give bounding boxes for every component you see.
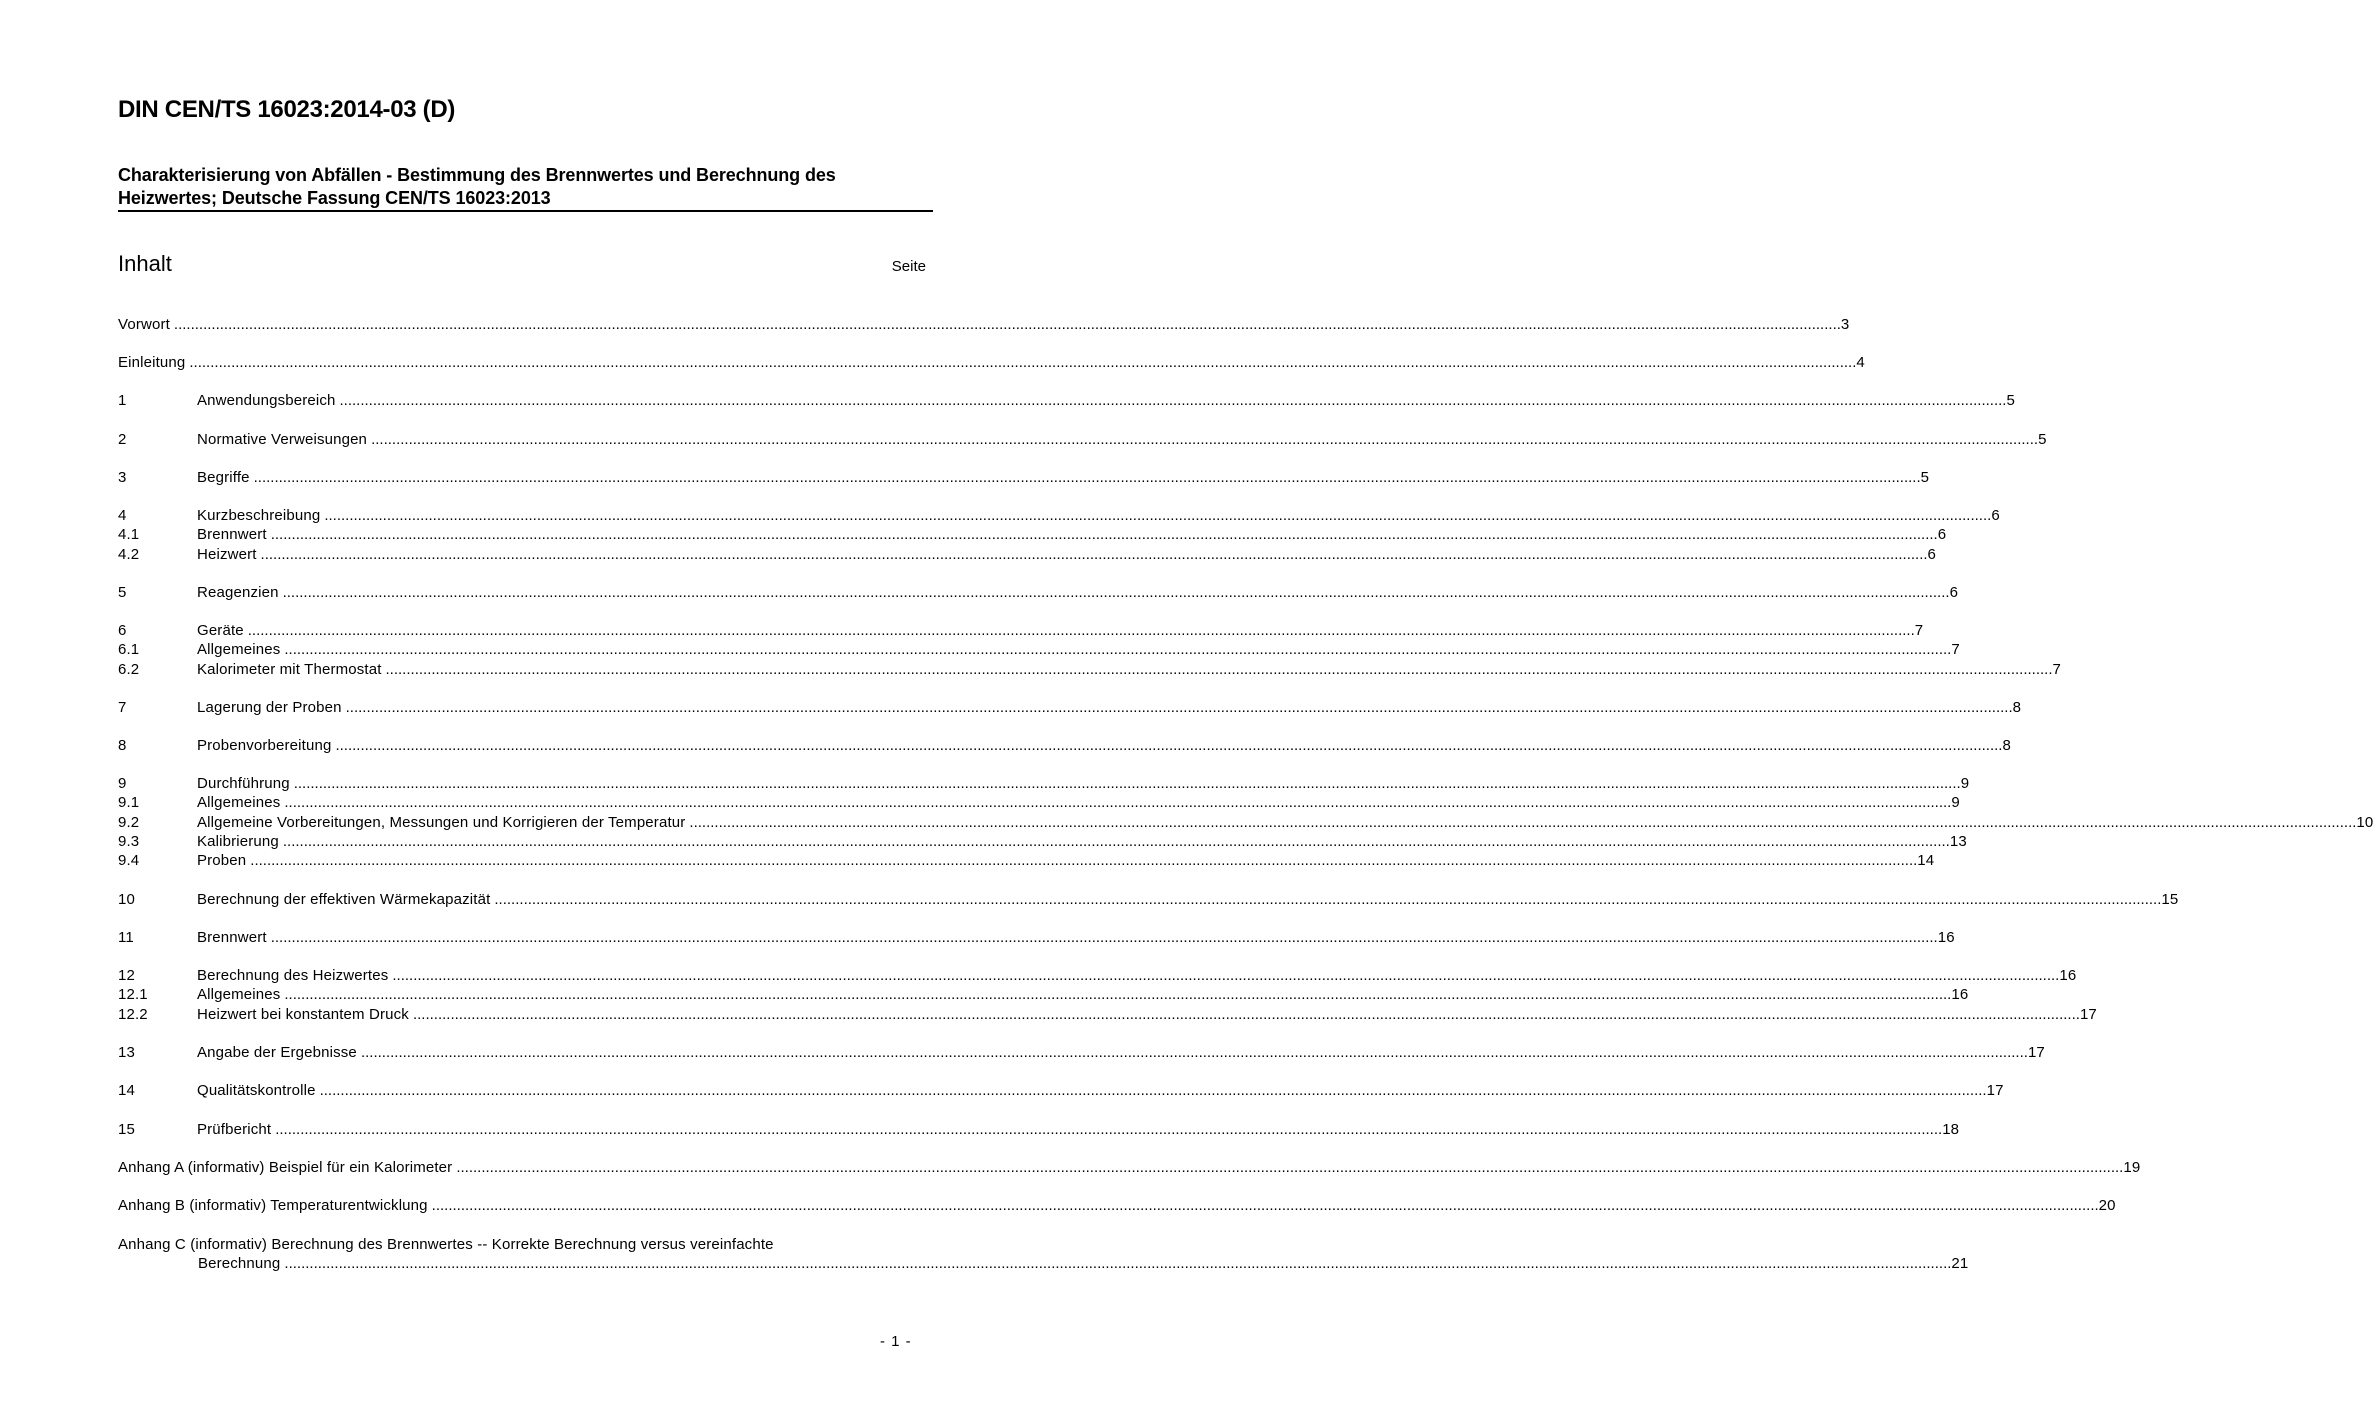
toc-entry[interactable]	[118, 794, 1960, 814]
toc-entry-page: 17	[2079, 1006, 2097, 1023]
toc-entry-label: Anwendungsbereich	[197, 392, 336, 409]
toc-entry[interactable]	[118, 967, 2077, 987]
toc-leader-dots: ................................................................................................................................................................................................................................................................................................................................................................................................................	[250, 852, 1918, 869]
toc-entry[interactable]	[118, 392, 2015, 412]
toc-leader-dots: ................................................................................................................................................................................................................................................................................................................................................................................................................	[431, 1197, 2099, 1214]
toc-entry-number: 5	[118, 584, 127, 601]
toc-entry[interactable]	[118, 584, 1959, 604]
toc-entry-page: 10	[2356, 814, 2373, 831]
toc-entry-page: 7	[1951, 641, 1960, 658]
toc-entry-label: Angabe der Ergebnisse	[197, 1044, 357, 1061]
toc-entry-number: 9.2	[118, 814, 140, 831]
toc-entry-number: 6	[118, 622, 127, 639]
toc-entry[interactable]	[118, 737, 2011, 757]
toc-entry[interactable]	[118, 526, 1947, 546]
toc-leader-dots: ................................................................................................................................................................................................................................................................................................................................................................................................................	[456, 1159, 2124, 1176]
toc-entry[interactable]	[118, 1082, 2004, 1102]
toc-leader-dots: ................................................................................................................................................................................................................................................................................................................................................................................................................	[284, 1255, 1952, 1272]
toc-entry[interactable]	[118, 507, 2000, 527]
toc-entry-label: Berechnung	[198, 1255, 281, 1272]
toc-leader-dots: ................................................................................................................................................................................................................................................................................................................................................................................................................	[371, 431, 2039, 448]
toc-leader-dots: ................................................................................................................................................................................................................................................................................................................................................................................................................	[324, 507, 1992, 524]
toc-entry-label: Anhang B (informativ) Temperaturentwicklung	[118, 1197, 428, 1214]
toc-entry-page: 5	[2038, 431, 2047, 448]
toc-entry-page: 18	[1942, 1121, 1960, 1138]
toc-entry[interactable]	[118, 814, 2373, 834]
toc-entry-label: Brennwert	[197, 526, 267, 543]
toc-entry-page: 16	[1937, 929, 1955, 946]
toc-leader-dots: ................................................................................................................................................................................................................................................................................................................................................................................................................	[385, 661, 2053, 678]
toc-entry-label: Anhang A (informativ) Beispiel für ein Kalorimeter	[118, 1159, 453, 1176]
toc-entry[interactable]	[118, 929, 1955, 949]
toc-entry[interactable]	[118, 316, 1850, 336]
toc-entry-page: 17	[1986, 1082, 2004, 1099]
toc-entry[interactable]	[118, 622, 1924, 642]
toc-leader-dots: ................................................................................................................................................................................................................................................................................................................................................................................................................	[284, 986, 1952, 1003]
toc-entry-page: 14	[1917, 852, 1935, 869]
toc-leader-dots: ................................................................................................................................................................................................................................................................................................................................................................................................................	[282, 833, 1950, 850]
toc-entry[interactable]	[118, 986, 1969, 1006]
page-number: - 1 -	[880, 1333, 912, 1350]
toc-entry-number: 4	[118, 507, 127, 524]
toc-entry-number: 4.2	[118, 546, 140, 563]
toc-entry[interactable]	[118, 1197, 2116, 1217]
toc-entry-page: 6	[1949, 584, 1959, 601]
toc-leader-dots: ................................................................................................................................................................................................................................................................................................................................................................................................................	[270, 929, 1938, 946]
toc-leader-dots: ................................................................................................................................................................................................................................................................................................................................................................................................................	[253, 469, 1921, 486]
toc-entry-page: 6	[1991, 507, 2000, 524]
toc-entry[interactable]	[118, 775, 1970, 795]
toc-leader-dots: ................................................................................................................................................................................................................................................................................................................................................................................................................	[689, 814, 2357, 831]
toc-entry-page: 19	[2123, 1159, 2141, 1176]
toc-leader-dots: ................................................................................................................................................................................................................................................................................................................................................................................................................	[282, 584, 1950, 601]
toc-entry-number: 14	[118, 1082, 135, 1099]
toc-entry[interactable]	[118, 1255, 1969, 1275]
toc-entry-number: 12.2	[118, 1006, 148, 1023]
toc-entry[interactable]	[118, 1121, 1960, 1141]
toc-entry-number: 4.1	[118, 526, 140, 543]
toc-entry-label: Heizwert	[197, 546, 257, 563]
toc-entry-label: Anhang C (informativ) Berechnung des Brennwertes -- Korrekte Berechnung versus vereinfachte	[118, 1236, 774, 1253]
toc-leader-dots: ................................................................................................................................................................................................................................................................................................................................................................................................................	[494, 891, 2162, 908]
toc-entry-number: 2	[118, 431, 127, 448]
toc-entry[interactable]	[118, 1236, 921, 1256]
toc-entry[interactable]	[118, 852, 1935, 872]
toc-leader-dots: ................................................................................................................................................................................................................................................................................................................................................................................................................	[260, 546, 1928, 563]
toc-entry-number: 3	[118, 469, 127, 486]
toc-entry-label: Prüfbericht	[197, 1121, 272, 1138]
toc-entry-label: Allgemeines	[197, 794, 281, 811]
toc-entry-number: 9.3	[118, 833, 140, 850]
toc-entry-number: 7	[118, 699, 127, 716]
toc-leader-dots: ................................................................................................................................................................................................................................................................................................................................................................................................................	[339, 392, 2007, 409]
toc-entry[interactable]	[118, 431, 2047, 451]
toc-entry-page: 16	[2059, 967, 2077, 984]
toc-entry[interactable]	[118, 546, 1937, 566]
toc-entry-page: 7	[2052, 661, 2062, 678]
toc-entry-page: 15	[2161, 891, 2179, 908]
toc-entry[interactable]	[118, 1006, 2097, 1026]
toc-entry-number: 13	[118, 1044, 135, 1061]
toc-entry[interactable]	[118, 661, 2062, 681]
toc-leader-dots: ................................................................................................................................................................................................................................................................................................................................................................................................................	[270, 526, 1938, 543]
toc-leader-dots: ................................................................................................................................................................................................................................................................................................................................................................................................................	[412, 1006, 2080, 1023]
toc-entry-page: 8	[2012, 699, 2022, 716]
toc-entry-page: 9	[1960, 775, 1970, 792]
document-title: DIN CEN/TS 16023:2014-03 (D)	[118, 96, 456, 123]
toc-entry[interactable]	[118, 1044, 2045, 1064]
toc-entry-page: 6	[1937, 526, 1947, 543]
toc-entry[interactable]	[118, 641, 1960, 661]
toc-leader-dots: ................................................................................................................................................................................................................................................................................................................................................................................................................	[360, 1044, 2028, 1061]
toc-entry-page: 20	[2098, 1197, 2116, 1214]
toc-entry-label: Brennwert	[197, 929, 267, 946]
toc-entry-label: Kalibrierung	[197, 833, 279, 850]
toc-entry[interactable]	[118, 891, 2179, 911]
toc-leader-dots: ................................................................................................................................................................................................................................................................................................................................................................................................................	[345, 699, 2013, 716]
toc-entry-page: 4	[1856, 354, 1865, 371]
toc-entry-label: Allgemeines	[197, 986, 281, 1003]
toc-entry-page: 5	[2006, 392, 2015, 409]
toc-entry-page: 6	[1927, 546, 1937, 563]
toc-entry-page: 16	[1951, 986, 1969, 1003]
toc-entry-page: 7	[1914, 622, 1924, 639]
toc-entry-page: 21	[1951, 1255, 1969, 1272]
toc-entry-page: 8	[2002, 737, 2011, 754]
toc-entry-label: Allgemeine Vorbereitungen, Messungen und Korrigieren der Temperatur	[197, 814, 686, 831]
toc-entry-label: Geräte	[197, 622, 244, 639]
toc-entry-number: 9.1	[118, 794, 140, 811]
toc-entry[interactable]	[118, 833, 1967, 853]
toc-entry-number: 8	[118, 737, 127, 754]
toc-entry[interactable]	[118, 1159, 2141, 1179]
toc-entry-label: Probenvorbereitung	[197, 737, 332, 754]
toc-leader-dots: ................................................................................................................................................................................................................................................................................................................................................................................................................	[247, 622, 1915, 639]
toc-leader-dots: ................................................................................................................................................................................................................................................................................................................................................................................................................	[189, 354, 1857, 371]
toc-entry-label: Durchführung	[197, 775, 290, 792]
toc-entry-number: 6.1	[118, 641, 140, 658]
toc-leader-dots: ................................................................................................................................................................................................................................................................................................................................................................................................................	[319, 1082, 1987, 1099]
toc-leader-dots: ................................................................................................................................................................................................................................................................................................................................................................................................................	[284, 794, 1952, 811]
toc-entry-label: Kurzbeschreibung	[197, 507, 321, 524]
toc-entry-label: Berechnung des Heizwertes	[197, 967, 389, 984]
toc-leader-dots: ................................................................................................................................................................................................................................................................................................................................................................................................................	[335, 737, 2003, 754]
toc-entry-label: Qualitätskontrolle	[197, 1082, 316, 1099]
toc-entry-label: Einleitung	[118, 354, 186, 371]
toc-leader-dots: ................................................................................................................................................................................................................................................................................................................................................................................................................	[173, 316, 1841, 333]
toc-entry-number: 9.4	[118, 852, 140, 869]
toc-entry-label: Allgemeines	[197, 641, 281, 658]
toc-leader-dots: ................................................................................................................................................................................................................................................................................................................................................................................................................	[293, 775, 1961, 792]
toc-entry-label: Reagenzien	[197, 584, 279, 601]
toc-entry[interactable]	[118, 469, 1930, 489]
toc-entry-page: 3	[1840, 316, 1850, 333]
toc-entry-page: 13	[1949, 833, 1967, 850]
toc-entry-label: Berechnung der effektiven Wärmekapazität	[197, 891, 491, 908]
toc-entry-number: 6.2	[118, 661, 140, 678]
toc-entry-number: 15	[118, 1121, 135, 1138]
toc-entry-page: 9	[1951, 794, 1960, 811]
toc-entry[interactable]	[118, 354, 1865, 374]
toc-entry-number: 12	[118, 967, 135, 984]
toc-leader-dots: ................................................................................................................................................................................................................................................................................................................................................................................................................	[284, 641, 1952, 658]
toc-entry-label: Heizwert bei konstantem Druck	[197, 1006, 409, 1023]
toc-entry-label: Begriffe	[197, 469, 250, 486]
toc-entry-number: 12.1	[118, 986, 148, 1003]
toc-entry-number: 1	[118, 392, 127, 409]
toc-entry-label: Lagerung der Proben	[197, 699, 342, 716]
toc-entry-page: 5	[1920, 469, 1930, 486]
toc-entry-number: 10	[118, 891, 135, 908]
toc-entry-page: 17	[2027, 1044, 2045, 1061]
toc-entry-label: Proben	[197, 852, 247, 869]
toc-entry-label: Normative Verweisungen	[197, 431, 368, 448]
toc-entry-number: 11	[118, 929, 134, 946]
toc-entry[interactable]	[118, 699, 2022, 719]
document-subtitle: Charakterisierung von Abfällen - Bestimmung des Brennwertes und Berechnung des Heizwertes; Deutsche Fassung CEN/TS 16023:2013	[118, 165, 836, 208]
toc-entry-label: Kalorimeter mit Thermostat	[197, 661, 382, 678]
toc-leader-dots: ................................................................................................................................................................................................................................................................................................................................................................................................................	[275, 1121, 1943, 1138]
title-divider	[118, 210, 933, 212]
toc-entry-number: 9	[118, 775, 127, 792]
toc-leader-dots: ................................................................................................................................................................................................................................................................................................................................................................................................................	[392, 967, 2060, 984]
page-column-label: Seite	[891, 258, 926, 275]
toc-entry-label: Vorwort	[118, 316, 170, 333]
contents-heading: Inhalt	[118, 251, 172, 276]
